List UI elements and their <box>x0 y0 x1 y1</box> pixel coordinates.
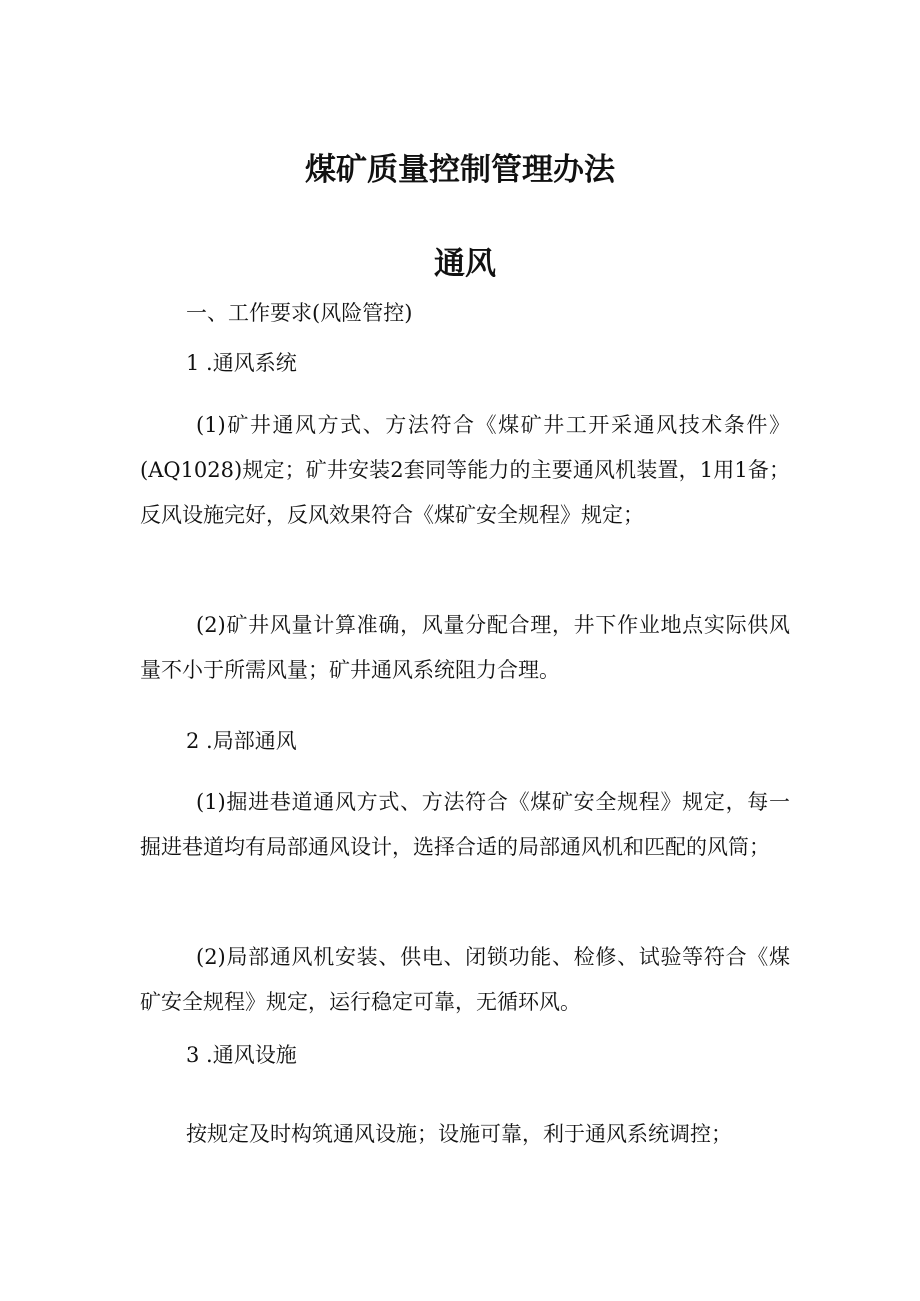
item-heading-local-ventilation: 2 .局部通风 <box>186 729 297 753</box>
document-title: 煤矿质量控制管理办法 <box>305 152 615 188</box>
item-heading-ventilation-system: 1 .通风系统 <box>186 351 297 375</box>
heading-work-requirements: 一、工作要求(风险管控) <box>186 301 413 325</box>
paragraph-ventilation-system-1: (1)矿井通风方式、方法符合《煤矿井工开采通风技术条件》(AQ1028)规定；矿井安装2套同等能力的主要通风机装置，1用1备；反风设施完好，反风效果符合《煤矿安全规程》规定； <box>140 413 790 527</box>
paragraph-ventilation-facilities-1: 按规定及时构筑通风设施；设施可靠，利于通风系统调控； <box>186 1122 732 1146</box>
paragraph-ventilation-system-2: (2)矿井风量计算准确，风量分配合理，井下作业地点实际供风量不小于所需风量；矿井通风系统阻力合理。 <box>140 613 790 682</box>
paragraph-local-ventilation-1: (1)掘进巷道通风方式、方法符合《煤矿安全规程》规定，每一掘进巷道均有局部通风设计，选择合适的局部通风机和匹配的风筒； <box>140 790 790 859</box>
item-heading-ventilation-facilities: 3 .通风设施 <box>186 1043 297 1067</box>
paragraph-local-ventilation-2: (2)局部通风机安装、供电、闭锁功能、检修、试验等符合《煤矿安全规程》规定，运行稳定可靠，无循环风。 <box>140 945 790 1014</box>
section-title: 通风 <box>434 246 496 282</box>
